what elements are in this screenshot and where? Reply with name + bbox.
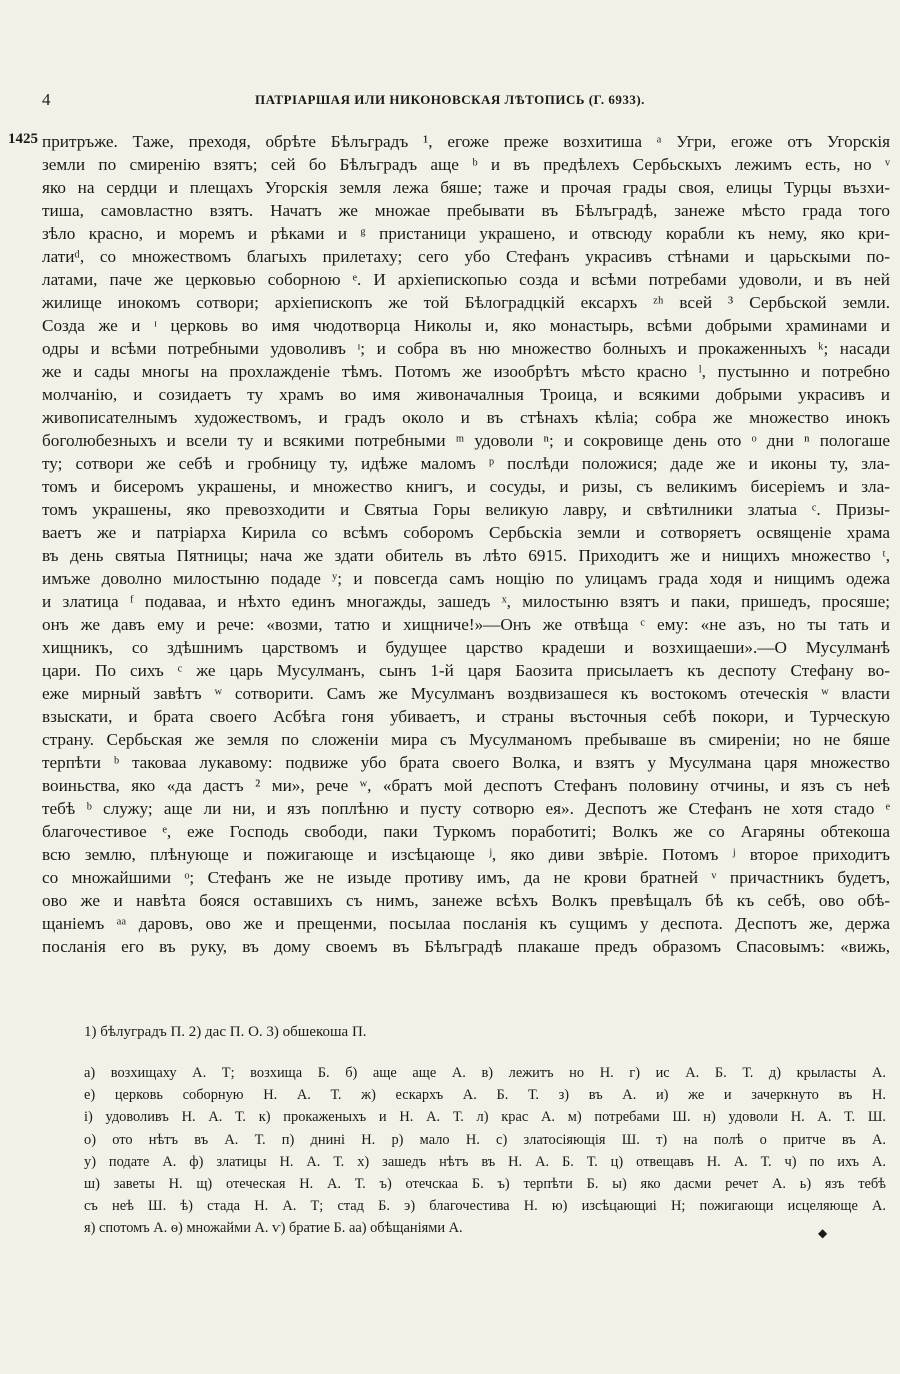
text-line: и златица ᶠ подаваа, и нѣхто единъ многажды, зашедъ ˣ, милостыню взятъ и паки, пришедъ, просяше; — [42, 592, 890, 611]
page-number: 4 — [42, 90, 51, 109]
text-line: латами, паче же церковью соборною ᵉ. И архіепископью созда и всѣми потребами удоволи, и въ ней — [42, 270, 890, 289]
footnote-line: съ неѣ Ш. ѣ) стада Н. А. Т; стад Б. э) благочестива Н. ю) изсѣцающиі Н; пожигающи исцеляюще А. — [84, 1198, 886, 1215]
text-line: молчанію, и созидаетъ ту храмъ во имя живоначалныя Троица, и всякими добрыми украсивъ и — [42, 385, 890, 404]
text-line: яко на сердци и плещахъ Угорскія земля лежа бяше; таже и прочая грады своя, елицы Турцы възхи- — [42, 178, 890, 197]
text-line: хищникъ, со здѣшнимъ царствомъ и будущее царство крадеши и возхищаеши».—О Мусулманѣ — [42, 638, 890, 657]
text-line: ваетъ же и патріарха Кирила со всѣмъ соборомъ Сербьскіа земли и сотворяетъ освященіе храма — [42, 523, 890, 542]
variant-footnotes — [84, 1062, 886, 1240]
text-line: жилище инокомъ сотвори; архіепископъ же той Бѣлоградцкій ексархъ ᶻʰ всей ³ Сербьской земли. — [42, 293, 890, 312]
footnote-line: о) ото нѣтъ въ А. Т. п) днині Н. р) мало Н. с) златосіяющія Ш. т) на полѣ о притче въ А. — [84, 1131, 886, 1148]
text-line: томъ украшены, яко превозходити и Святыа Горы великую лавру, и свѣтилники златыа ᶜ. Призы- — [42, 500, 890, 519]
text-line: тебѣ ᵇ служу; аще ли ни, и язъ поплѣню и пусту сотворю ея». Деспотъ же Стефанъ не хотя стадо ᵉ — [42, 799, 890, 818]
running-title: ПАТРІАРШАЯ ИЛИ НИКОНОВСКАЯ ЛѢТОПИСЬ (Г. 6933). — [255, 92, 645, 107]
text-line: страну. Сербьская же земля по сложеніи мира съ Мусулманомъ пребываше въ смиреніи; но не бяше — [42, 730, 890, 749]
ornament-icon: ◆ — [818, 1226, 828, 1240]
text-line: Созда же и ᶦ церковь во имя чюдотворца Николы и, яко монастырь, всѣми добрыми храминами и — [42, 316, 890, 335]
text-line: зѣло красно, и моремъ и рѣками и ᵍ пристаници украшено, и отвсюду корабли къ нему, яко кри- — [42, 224, 890, 243]
text-line: ово же и навѣта бояся оставшихъ съ нимъ, занеже всѣхъ Волкъ превѣщалъ бѣ къ себѣ, ово обѣ- — [42, 891, 890, 910]
text-line: цари. По сихъ ᶜ же царь Мусулманъ, сынъ 1-й царя Баозита присылаетъ къ деспоту Стефану во- — [42, 661, 890, 680]
text-line: со множайшими ᵒ; Стефанъ же не изыде противу имъ, да не крови братней ᵛ причастникъ будетъ, — [42, 868, 890, 887]
text-line: онъ же давъ ему и рече: «возми, татю и хищниче!»—Онъ же отвѣща ᶜ ему: «не азъ, но ты тать и — [42, 615, 890, 634]
text-line: въ день святыа Пятницы; нача же здати обитель въ лѣто 6915. Приходитъ же и нищихъ множество ᵗ, — [42, 546, 890, 565]
text-line: одры и всѣми потребными удоволивъ ᶦ; и собра въ ню множество болныхъ и прокаженныхъ ᵏ; насади — [42, 339, 890, 358]
footnote-line: і) удоволивъ Н. А. Т. к) прокаженыхъ и Н. А. Т. л) крас А. м) потребами Ш. н) удоволи Н. А. Т. Ш. — [84, 1109, 886, 1126]
page-header — [42, 90, 858, 112]
text-line: же и сады многы на прохлажденіе тѣмъ. Потомъ же изообрѣтъ мѣсто красно ˡ, пустынно и потребно — [42, 362, 890, 381]
footnote-line: а) возхищаху А. Т; возхища Б. б) аще аще А. в) лежитъ но Н. г) ис А. Б. Т. д) крыласты А. — [84, 1065, 886, 1081]
footnote-line: ш) заветы Н. щ) отеческая Н. А. Т. ъ) отечскаа Б. ъ) терпѣти Б. ы) яко дасми речет А. ь) язъ тебѣ — [84, 1175, 886, 1192]
text-line: благочестивое ᵉ, еже Господь свободи, паки Туркомъ поработитi; Волкъ же со Агаряны обтекоша — [42, 822, 890, 841]
text-line: ту; сотвори же себѣ и гробницу ту, идѣже маломъ ᵖ послѣди положися; даде же и иконы ту, зла- — [42, 454, 890, 473]
footnote-line: у) подате А. ф) златицы Н. А. Т. х) зашедъ нѣтъ въ Н. А. Б. Т. ц) отвещавъ Н. А. Т. ч) по ихъ А. — [84, 1153, 886, 1170]
text-line: притръже. Таже, преходя, обрѣте Бѣлъградъ ¹, егоже преже возхитиша ᵃ Угри, егоже отъ Угорскія — [42, 132, 890, 151]
text-line: земли по смиренію взятъ; сей бо Бѣлъградъ аще ᵇ и въ предѣлехъ Сербьскыхъ лежимъ есть, но ᵛ — [42, 155, 890, 174]
text-line: щаніемъ ᵃᵃ даровъ, ово же и прещенми, посылаа посланія къ сущимъ у деспота. Деспотъ же, держа — [42, 914, 890, 933]
numbered-footnotes: 1) бѣлуградъ П. 2) дас П. О. 3) обшекоша П. — [84, 1024, 367, 1040]
text-line: воиньства, яко «да дастъ ² ми», рече ʷ, «братъ мой деспотъ Стефанъ половину отчины, и язъ съ неѣ — [42, 776, 890, 795]
text-line: живописателнымъ художествомъ, и градъ около и въ стѣнахъ кѣліа; собра же множество инокъ — [42, 408, 890, 427]
text-line: еже мирный завѣтъ ʷ сотворити. Самъ же Мусулманъ воздвизашеся къ востокомъ отеческія ʷ власти — [42, 684, 890, 703]
text-line: латиᵈ, со множествомъ благыхъ прилетаху; сего убо Стефанъ украсивъ стѣнами и царьскыми по- — [42, 247, 890, 266]
text-line: тиша, самовластно взятъ. Начатъ же множае пребывати въ Бѣлъградѣ, занеже мѣсто града того — [42, 201, 890, 220]
text-line: имъже доволно милостыню подаде ʸ; и повсегда самъ нощію по улицамъ града ходя и нищимъ одежа — [42, 569, 890, 588]
text-line: всю землю, плѣнующе и пожигающе и изсѣцающе ʲ, яко диви звѣріе. Потомъ ʲ второе приходитъ — [42, 845, 890, 864]
text-line: томъ и бисеромъ украшены, и множество книгъ, и сосуды, и ризы, съ великимъ бисеріемъ и зла- — [42, 477, 890, 496]
text-line: посланія его въ руку, въ дому своемъ въ Бѣлъградѣ плакаше предъ образомъ Спасовымъ: «вижь, — [42, 937, 890, 956]
footnote-line: е) церковь соборную Н. А. Т. ж) ескархъ А. Б. Т. з) въ А. и) же и зачеркнуто въ Н. — [84, 1087, 886, 1104]
main-text — [42, 130, 890, 958]
text-line: боголюбезныхъ и всели ту и всякими потребными ᵐ удоволи ⁿ; и сокровище день ото ᵒ дни ⁿ пологаше — [42, 431, 890, 450]
footnote-line: я) спотомъ А. ѳ) множайми А. ѵ) братие Б. аа) обѣщаніями А. — [84, 1220, 463, 1237]
text-line: терпѣти ᵇ таковаа лукавому: подвиже убо брата своего Волка, и взятъ у Мусулмана царя множество — [42, 753, 890, 772]
margin-year: 1425 — [8, 131, 38, 147]
text-line: взыскати, и брата своего Асбѣга гоня убиваетъ, и страны въсточныя себѣ покори, и Турческую — [42, 707, 890, 726]
